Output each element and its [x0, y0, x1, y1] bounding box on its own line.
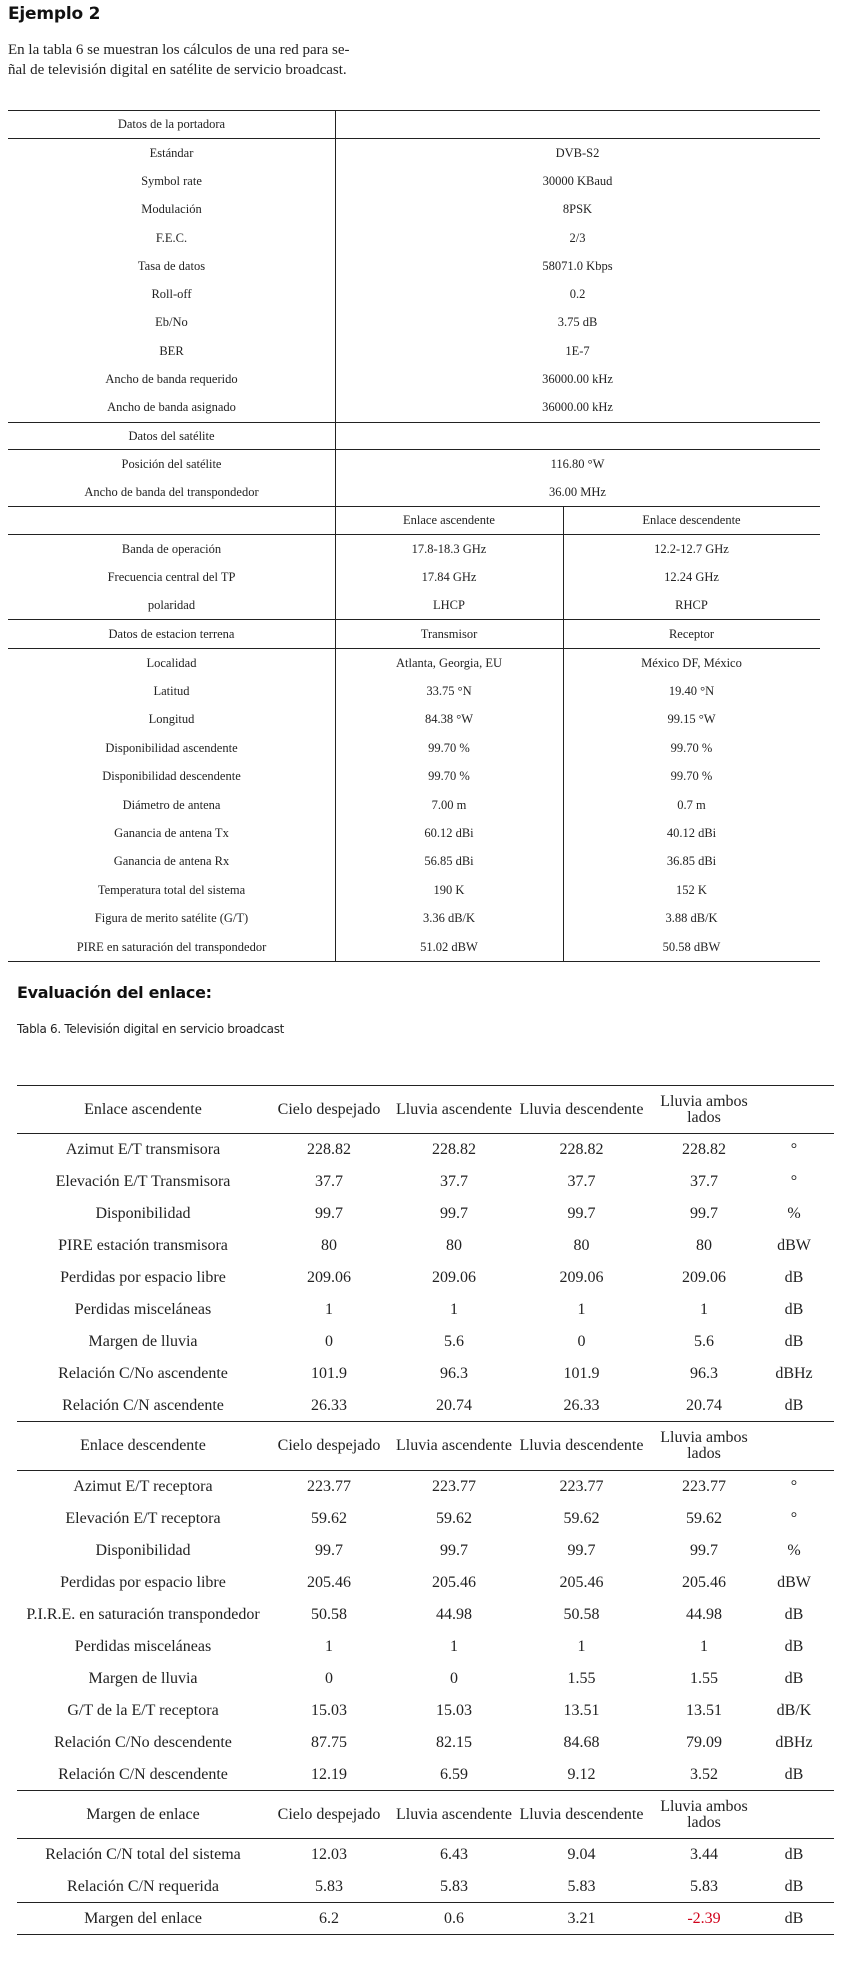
column-header: Lluvia ascendente	[396, 1101, 512, 1118]
carrier-header-row	[8, 110, 820, 138]
value-clear-sky: 87.75	[311, 1734, 347, 1751]
row-label: Disponibilidad	[95, 1542, 191, 1559]
value-rain-down: 209.06	[559, 1269, 604, 1286]
unit: %	[787, 1542, 801, 1559]
receiver-value: 0.7 m	[677, 797, 706, 812]
table-row	[17, 1134, 834, 1166]
value-rain-both: 44.98	[686, 1606, 722, 1623]
unit: dB	[784, 1269, 804, 1286]
value-rain-up: 44.98	[436, 1606, 472, 1623]
row-label: Banda de operación	[121, 541, 222, 556]
value-rain-down: 101.9	[563, 1365, 600, 1382]
intro-line-2: ñal de televisión digital en satélite de servicio broadcast.	[8, 62, 347, 78]
unit: dB	[784, 1878, 804, 1895]
value-clear-sky: 5.83	[315, 1878, 343, 1895]
table-row	[17, 1759, 834, 1791]
unit: dBHz	[775, 1365, 813, 1382]
row-label: Roll-off	[151, 287, 192, 302]
value-rain-up: 1	[450, 1301, 458, 1318]
station-header-row	[8, 620, 820, 648]
value-rain-up: 205.46	[432, 1574, 476, 1591]
receiver-value: 40.12 dBi	[666, 826, 717, 841]
transmitter-value: 3.36 dB/K	[422, 911, 476, 926]
value-rain-up: 82.15	[436, 1734, 472, 1751]
value-rain-up: 209.06	[432, 1269, 476, 1286]
value-rain-down: 26.33	[563, 1397, 600, 1414]
value-rain-up: 223.77	[432, 1478, 476, 1495]
table-row	[17, 1471, 834, 1503]
section-header: Datos de la portadora	[117, 116, 226, 131]
value-rain-down: 223.77	[559, 1478, 604, 1495]
row-label: Figura de merito satélite (G/T)	[94, 911, 249, 926]
row-label: Temperatura total del sistema	[97, 882, 246, 897]
value-rain-up: 80	[446, 1237, 462, 1254]
table-row	[8, 592, 820, 620]
receiver-value: 99.70 %	[670, 769, 713, 784]
row-value: 3.75 dB	[557, 315, 598, 330]
table-row	[17, 1390, 834, 1422]
unit: dB	[784, 1606, 804, 1623]
value-rain-down: 1	[577, 1301, 586, 1318]
row-label: Posición del satélite	[121, 456, 222, 471]
table-rule	[17, 1934, 834, 1935]
value-clear-sky: 50.58	[311, 1606, 347, 1623]
column-header-downlink: Enlace descendente	[642, 512, 741, 527]
column-header: Lluvia ambos lados	[660, 1093, 748, 1126]
value-rain-down: 9.12	[567, 1766, 596, 1783]
table-row	[8, 167, 820, 195]
value-clear-sky: 0	[325, 1670, 333, 1687]
row-label: F.E.C.	[155, 230, 188, 245]
row-value: 30000 KBaud	[542, 173, 613, 188]
link-margin-row	[17, 1903, 834, 1935]
row-label: PIRE estación transmisora	[58, 1237, 228, 1254]
value-rain-both: 99.7	[690, 1205, 718, 1222]
unit: dB	[784, 1638, 804, 1655]
value-rain-up: 20.74	[436, 1397, 472, 1414]
row-label: Disponibilidad descendente	[102, 769, 241, 784]
row-label: G/T de la E/T receptora	[67, 1702, 219, 1719]
value-rain-down: 9.04	[567, 1846, 596, 1863]
row-label: Longitud	[148, 712, 195, 727]
value-rain-up: 59.62	[436, 1510, 472, 1527]
table-row	[8, 450, 820, 478]
column-header: Lluvia ascendente	[396, 1437, 512, 1454]
table-row	[8, 706, 820, 734]
receiver-value: 19.40 °N	[668, 684, 715, 699]
transmitter-value: 99.70 %	[428, 740, 470, 755]
table-row	[17, 1871, 834, 1903]
column-header: Lluvia ambos lados	[660, 1429, 748, 1462]
value-rain-down: 99.7	[567, 1205, 596, 1222]
value-clear-sky: 99.7	[315, 1542, 343, 1559]
row-label: Margen del enlace	[84, 1910, 202, 1927]
table-row	[8, 734, 820, 762]
value-clear-sky: 99.7	[315, 1205, 343, 1222]
row-label: Perdidas misceláneas	[74, 1301, 212, 1318]
column-header: Lluvia descendente	[519, 1806, 644, 1823]
transmitter-value: Atlanta, Georgia, EU	[396, 655, 502, 670]
table-row	[17, 1695, 834, 1727]
downlink-header-row	[17, 1422, 834, 1470]
row-label: Latitud	[153, 684, 190, 699]
row-value: DVB-S2	[555, 145, 600, 160]
value-clear-sky: 59.62	[311, 1510, 347, 1527]
unit: °	[790, 1173, 798, 1190]
row-label: Tasa de datos	[137, 258, 206, 273]
section-title: Margen de enlace	[86, 1806, 200, 1823]
row-label: Ganancia de antena Rx	[113, 854, 230, 869]
value-rain-both: 99.7	[690, 1542, 718, 1559]
downlink-value: 12.2-12.7 GHz	[654, 541, 729, 556]
satellite-header-row	[8, 422, 820, 450]
value-rain-down: 1	[577, 1638, 586, 1655]
table-row	[17, 1631, 834, 1663]
row-label: Margen de lluvia	[88, 1333, 198, 1350]
value-rain-up: 37.7	[440, 1173, 468, 1190]
value-rain-up: 5.83	[440, 1878, 468, 1895]
table-row	[8, 139, 820, 167]
table-row	[8, 677, 820, 705]
table-row	[8, 365, 820, 393]
table-row	[17, 1503, 834, 1535]
row-label: polaridad	[147, 598, 196, 613]
unit: dB	[784, 1910, 804, 1927]
table-row	[17, 1358, 834, 1390]
unit: °	[790, 1510, 798, 1527]
value-clear-sky: 12.19	[311, 1766, 347, 1783]
table-row	[8, 281, 820, 309]
table-row	[8, 252, 820, 280]
row-label: Elevación E/T Transmisora	[55, 1173, 231, 1190]
column-header-transmitter: Transmisor	[420, 626, 478, 641]
value-rain-both: 3.52	[690, 1766, 718, 1783]
uplink-value: 17.8-18.3 GHz	[411, 541, 487, 556]
table-row	[17, 1198, 834, 1230]
row-value: 2/3	[569, 230, 586, 245]
value-rain-up: 0.6	[444, 1910, 464, 1927]
table-row	[17, 1567, 834, 1599]
unit: %	[787, 1205, 801, 1222]
value-clear-sky: 101.9	[311, 1365, 347, 1382]
transmitter-value: 60.12 dBi	[424, 826, 474, 841]
table-row	[17, 1839, 834, 1871]
row-label: Relación C/N total del sistema	[45, 1846, 241, 1863]
row-label: BER	[159, 343, 184, 358]
row-label: Relación C/No descendente	[54, 1734, 232, 1751]
unit: dBW	[777, 1237, 811, 1254]
column-header: Lluvia ambos lados	[660, 1798, 748, 1831]
table-row	[17, 1663, 834, 1695]
value-rain-up: 99.7	[440, 1542, 468, 1559]
table-row	[8, 309, 820, 337]
value-rain-down: 13.51	[563, 1702, 600, 1719]
value-rain-down: 0	[577, 1333, 586, 1350]
row-label: Ganancia de antena Tx	[114, 826, 229, 841]
transmitter-value: 99.70 %	[428, 769, 470, 784]
value-rain-down: 50.58	[563, 1606, 600, 1623]
value-rain-down: 37.7	[567, 1173, 596, 1190]
unit: dB	[784, 1333, 804, 1350]
row-label: Ancho de banda asignado	[107, 400, 236, 415]
value-clear-sky: 205.46	[307, 1574, 351, 1591]
intro-paragraph	[8, 40, 428, 80]
row-label: Modulación	[141, 202, 202, 217]
column-header: Lluvia ascendente	[396, 1806, 512, 1823]
row-value: 116.80 °W	[550, 456, 605, 471]
table-row	[17, 1294, 834, 1326]
value-clear-sky: 1	[325, 1638, 333, 1655]
table-row	[17, 1230, 834, 1262]
table-row	[8, 394, 820, 422]
unit: dB	[784, 1670, 804, 1687]
margin-header-row	[17, 1791, 834, 1839]
value-rain-down: 84.68	[563, 1734, 600, 1751]
column-header-uplink: Enlace ascendente	[403, 512, 495, 527]
receiver-value: 99.15 °W	[667, 712, 716, 727]
transmitter-value: 33.75 °N	[426, 684, 472, 699]
section-title: Enlace ascendente	[84, 1101, 202, 1118]
row-value: 36.00 MHz	[549, 484, 606, 499]
uplink-header-row	[17, 1086, 834, 1134]
table-row	[17, 1599, 834, 1631]
value-rain-both: 205.46	[682, 1574, 726, 1591]
link-header-row	[8, 506, 820, 534]
value-rain-up: 6.43	[440, 1846, 468, 1863]
value-clear-sky: 37.7	[315, 1173, 343, 1190]
row-value: 1E-7	[565, 343, 590, 358]
receiver-value: 3.88 dB/K	[665, 911, 718, 926]
value-rain-down: 205.46	[559, 1574, 604, 1591]
row-label: Relación C/No ascendente	[58, 1365, 228, 1382]
transmitter-value: 56.85 dBi	[424, 854, 474, 869]
row-label: Localidad	[146, 655, 197, 670]
value-rain-both: 1	[700, 1301, 708, 1318]
intro-line-1: En la tabla 6 se muestran los cálculos de una red para se-	[8, 42, 350, 58]
table-row	[17, 1326, 834, 1358]
transmitter-value: 51.02 dBW	[420, 939, 478, 954]
table-row	[17, 1727, 834, 1759]
value-rain-down: 59.62	[563, 1510, 600, 1527]
value-rain-up: 1	[450, 1638, 458, 1655]
value-rain-down: 1.55	[567, 1670, 596, 1687]
value-rain-both: 228.82	[682, 1141, 726, 1158]
value-clear-sky: 80	[321, 1237, 337, 1254]
unit: dB	[784, 1766, 804, 1783]
table-row	[8, 905, 820, 933]
value-rain-up: 228.82	[432, 1141, 476, 1158]
table-row	[8, 848, 820, 876]
value-rain-both: 59.62	[686, 1510, 722, 1527]
value-rain-both: 3.44	[690, 1846, 718, 1863]
table-row	[8, 337, 820, 365]
row-label: Ancho de banda requerido	[105, 372, 238, 387]
value-rain-both: 209.06	[682, 1269, 726, 1286]
row-label: Azimut E/T receptora	[73, 1478, 213, 1495]
unit: °	[790, 1478, 798, 1495]
uplink-value: 17.84 GHz	[421, 569, 477, 584]
value-rain-both: 223.77	[682, 1478, 726, 1495]
row-label: Relación C/N ascendente	[62, 1397, 224, 1414]
section-title: Enlace descendente	[80, 1437, 206, 1454]
value-rain-up: 96.3	[440, 1365, 468, 1382]
receiver-value: 36.85 dBi	[666, 854, 717, 869]
downlink-value: 12.24 GHz	[664, 569, 719, 584]
row-value: 36000.00 kHz	[542, 372, 613, 387]
column-header-receiver: Receptor	[668, 626, 715, 641]
column-header: Lluvia descendente	[519, 1101, 644, 1118]
value-rain-up: 6.59	[440, 1766, 468, 1783]
value-rain-down: 99.7	[567, 1542, 596, 1559]
downlink-value: RHCP	[675, 598, 708, 613]
column-header: Cielo despejado	[277, 1101, 381, 1118]
value-rain-up: 5.6	[444, 1333, 464, 1350]
row-value: 0.2	[569, 287, 586, 302]
value-clear-sky: 26.33	[311, 1397, 347, 1414]
unit: dB	[784, 1397, 804, 1414]
receiver-value: 99.70 %	[670, 740, 713, 755]
table-row	[17, 1262, 834, 1294]
value-rain-both: -2.39	[687, 1910, 721, 1927]
value-clear-sky: 12.03	[311, 1846, 347, 1863]
value-clear-sky: 0	[325, 1333, 333, 1350]
transmitter-value: 190 K	[433, 882, 465, 897]
column-header: Cielo despejado	[277, 1437, 381, 1454]
row-label: P.I.R.E. en saturación transpondedor	[26, 1606, 260, 1623]
table-row	[8, 649, 820, 677]
value-rain-up: 15.03	[436, 1702, 472, 1719]
unit: °	[790, 1141, 798, 1158]
table-row	[8, 763, 820, 791]
column-header: Lluvia descendente	[519, 1437, 644, 1454]
unit: dBHz	[775, 1734, 813, 1751]
row-value: 58071.0 Kbps	[542, 258, 613, 273]
row-label: PIRE en saturación del transpondedor	[76, 939, 267, 954]
transmitter-value: 84.38 °W	[424, 712, 474, 727]
table-row	[8, 819, 820, 847]
unit: dB	[784, 1846, 804, 1863]
unit: dB/K	[776, 1702, 812, 1719]
value-rain-both: 1.55	[690, 1670, 718, 1687]
evaluation-heading: Evaluación del enlace:	[17, 983, 212, 1002]
value-rain-down: 3.21	[567, 1910, 596, 1927]
value-rain-up: 0	[450, 1670, 458, 1687]
value-rain-both: 80	[696, 1237, 712, 1254]
row-label: Symbol rate	[141, 173, 202, 188]
value-rain-down: 228.82	[559, 1141, 604, 1158]
section-heading: Ejemplo 2	[8, 4, 101, 24]
row-label: Elevación E/T receptora	[65, 1510, 221, 1527]
value-rain-both: 79.09	[686, 1734, 722, 1751]
table-row	[8, 224, 820, 252]
table-caption: Tabla 6. Televisión digital en servicio broadcast	[17, 1022, 285, 1036]
row-label: Azimut E/T transmisora	[65, 1141, 221, 1158]
row-label: Perdidas por espacio libre	[60, 1269, 226, 1286]
row-label: Margen de lluvia	[88, 1670, 198, 1687]
unit: dBW	[777, 1574, 811, 1591]
table-row	[8, 791, 820, 819]
row-label: Ancho de banda del transpondedor	[84, 484, 259, 499]
unit: dB	[784, 1301, 804, 1318]
table-row	[8, 478, 820, 506]
row-label: Frecuencia central del TP	[107, 569, 236, 584]
row-label: Disponibilidad	[95, 1205, 191, 1222]
table-row	[8, 933, 820, 961]
value-rain-down: 80	[573, 1237, 590, 1254]
value-rain-both: 5.6	[694, 1333, 714, 1350]
row-label: Disponibilidad ascendente	[105, 740, 238, 755]
value-rain-both: 5.83	[690, 1878, 718, 1895]
table-row	[8, 196, 820, 224]
value-rain-both: 37.7	[690, 1173, 718, 1190]
value-rain-up: 99.7	[440, 1205, 468, 1222]
table-row	[8, 535, 820, 563]
value-rain-both: 20.74	[686, 1397, 722, 1414]
table-row	[17, 1535, 834, 1567]
section-header: Datos del satélite	[128, 428, 215, 443]
row-label: Relación C/N requerida	[67, 1878, 219, 1895]
receiver-value: 50.58 dBW	[662, 939, 721, 954]
value-rain-down: 5.83	[567, 1878, 596, 1895]
value-clear-sky: 223.77	[307, 1478, 351, 1495]
row-value: 8PSK	[562, 202, 593, 217]
receiver-value: 152 K	[676, 882, 707, 897]
section-header: Datos de estacion terrena	[108, 626, 235, 641]
row-label: Relación C/N descendente	[58, 1766, 228, 1783]
table-row	[17, 1166, 834, 1198]
table-row	[8, 563, 820, 591]
table-row	[8, 876, 820, 904]
receiver-value: México DF, México	[641, 655, 742, 670]
column-header: Cielo despejado	[277, 1806, 381, 1823]
value-rain-both: 96.3	[690, 1365, 718, 1382]
row-label: Diámetro de antena	[122, 797, 221, 812]
row-label: Eb/No	[155, 315, 188, 330]
row-value: 36000.00 kHz	[542, 400, 613, 415]
value-rain-both: 13.51	[686, 1702, 722, 1719]
row-label: Perdidas por espacio libre	[60, 1574, 226, 1591]
value-clear-sky: 1	[325, 1301, 333, 1318]
value-clear-sky: 209.06	[307, 1269, 351, 1286]
value-clear-sky: 6.2	[319, 1910, 339, 1927]
uplink-value: LHCP	[433, 598, 465, 613]
transmitter-value: 7.00 m	[431, 797, 467, 812]
row-label: Estándar	[149, 145, 194, 160]
row-label: Perdidas misceláneas	[74, 1638, 212, 1655]
value-clear-sky: 228.82	[307, 1141, 351, 1158]
value-rain-both: 1	[700, 1638, 708, 1655]
value-clear-sky: 15.03	[311, 1702, 347, 1719]
